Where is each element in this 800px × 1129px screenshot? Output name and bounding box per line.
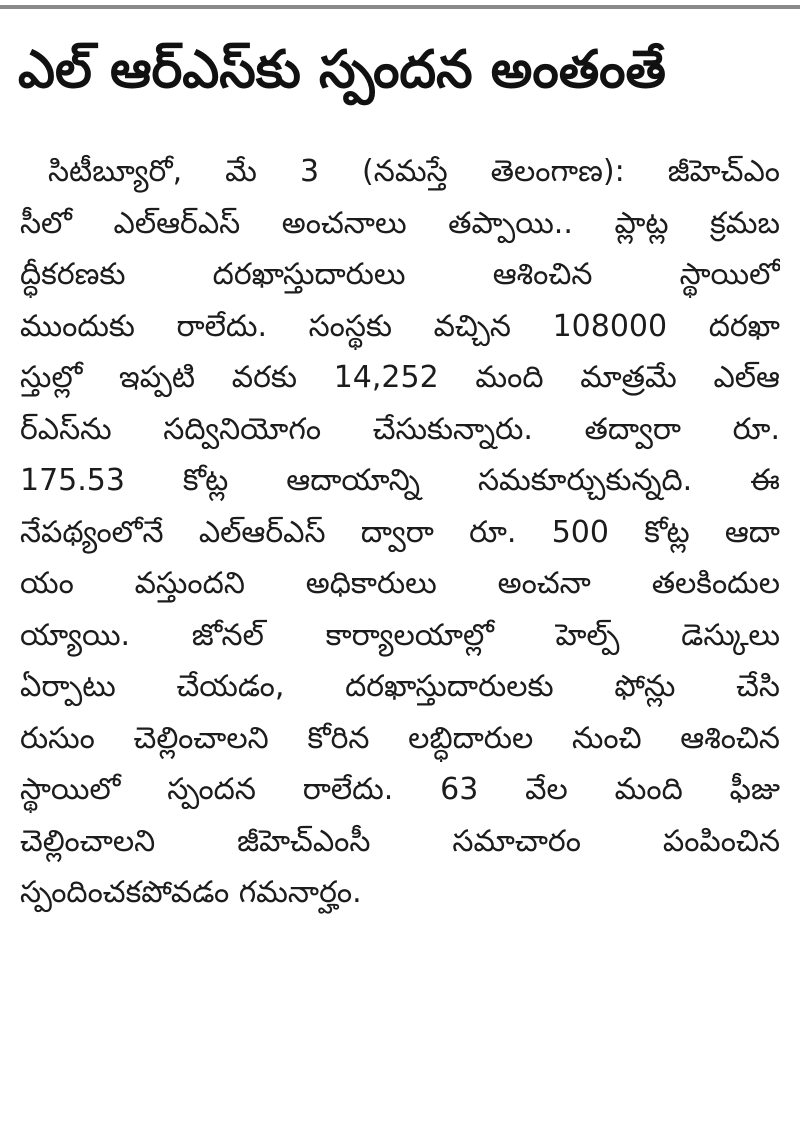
article-line: నేపథ్యంలోనే ఎల్ఆర్ఎస్ ద్వారా రూ. 500 కోట్ల ఆదా	[20, 514, 780, 550]
article-line: సీలో ఎల్ఆర్ఎస్ అంచనాలు తప్పాయి.. ప్లాట్ల క్రమబ	[20, 205, 780, 241]
article-line: ఏర్పాటు చేయడం, దరఖాస్తుదారులకు ఫోన్లు చేసి	[20, 669, 780, 704]
article-line: ముందుకు రాలేదు. సంస్థకు వచ్చిన 108000 దరఖా	[20, 308, 780, 344]
article-line: స్తుల్లో ఇప్పటి వరకు 14,252 మంది మాత్రమే ఎల్ఆ	[20, 360, 780, 395]
article-body	[20, 146, 780, 919]
article-line: సిటీబ్యూరో, మే 3 (నమస్తే తెలంగాణ): జీహెచ్ఎం	[48, 154, 780, 189]
article-line: య్యాయి. జోనల్ కార్యాలయాల్లో హెల్ప్ డెస్కులు	[20, 617, 780, 653]
article-line: స్పందించకపోవడం గమనార్హం.	[20, 875, 362, 910]
article-line: స్థాయిలో స్పందన రాలేదు. 63 వేల మంది ఫీజు	[20, 772, 780, 807]
top-rule	[0, 5, 800, 9]
article-line: ర్ఎస్‌ను సద్వినియోగం చేసుకున్నారు. తద్వారా రూ.	[20, 411, 780, 447]
article-line: ద్ధీకరణకు దరఖాస్తుదారులు ఆశించిన స్థాయిలో	[20, 257, 780, 292]
article-line: చెల్లించాలని జీహెచ్ఎంసీ సమాచారం పంపించిన	[20, 823, 780, 859]
article-line: రుసుం చెల్లించాలని కోరిన లబ్ధిదారుల నుంచి ఆశించిన	[20, 720, 780, 756]
headline: ఎల్ ఆర్ఎస్‌కు స్పందన అంతంతే	[18, 40, 666, 100]
article-line: యం వస్తుందని అధికారులు అంచనా తలకిందుల	[20, 566, 780, 601]
article-line: 175.53 కోట్ల ఆదాయాన్ని సమకూర్చుకున్నది. ఈ	[20, 463, 780, 498]
